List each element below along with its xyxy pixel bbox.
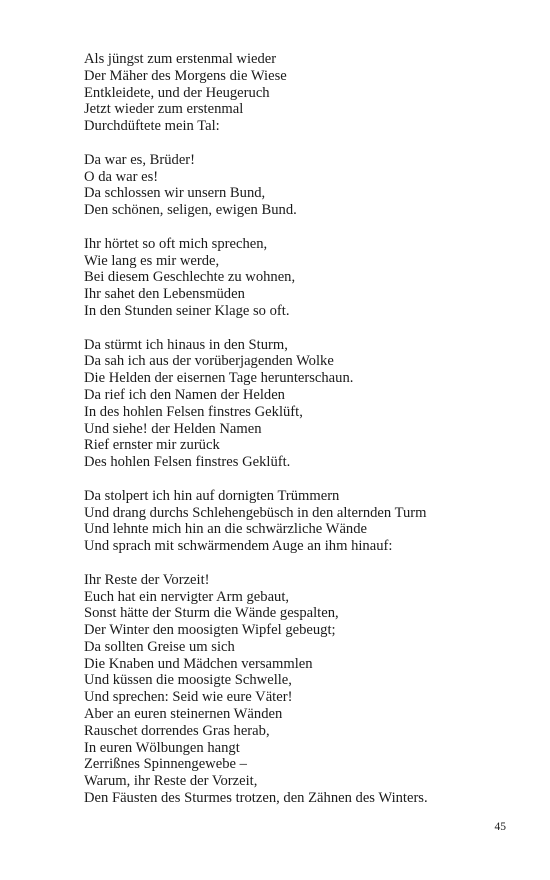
- poem-line: Und küssen die moosigte Schwelle,: [84, 672, 292, 689]
- poem-line: Als jüngst zum erstenmal wieder: [84, 51, 277, 67]
- poem-line: Da sah ich aus der vorüberjagenden Wolke: [84, 353, 334, 370]
- poem-line: Die Helden der eisernen Tage herunterschaun.: [84, 370, 354, 387]
- poem-line: Bei diesem Geschlechte zu wohnen,: [84, 269, 296, 286]
- poem-text: [84, 51, 524, 824]
- poem-line: Und sprechen: Seid wie eure Väter!: [84, 689, 293, 706]
- poem-line: Sonst hätte der Sturm die Wände gespalten,: [84, 605, 339, 622]
- poem-line: Durchdüftete mein Tal:: [84, 118, 220, 135]
- poem-line: Da stolpert ich hin auf dornigten Trümmern: [84, 487, 340, 504]
- poem-line: Euch hat ein nervigter Arm gebaut,: [84, 588, 290, 605]
- poem-line: Den Fäusten des Sturmes trotzen, den Zähnen des Winters.: [84, 790, 428, 807]
- stanza-6: [84, 572, 524, 807]
- stanza-2: [84, 152, 524, 219]
- poem-line: Entkleidete, und der Heugeruch: [84, 84, 270, 101]
- poem-line: Der Mäher des Morgens die Wiese: [84, 67, 287, 84]
- poem-line: Wie lang es mir werde,: [84, 252, 220, 269]
- poem-line: Und siehe! der Helden Namen: [84, 420, 262, 437]
- poem-line: O da war es!: [84, 168, 159, 185]
- poem-line: In euren Wölbungen hangt: [84, 739, 240, 756]
- poem-line: Da war es, Brüder!: [84, 151, 196, 168]
- poem-line: Zerrißnes Spinnengewebe –: [84, 756, 247, 773]
- poem-line: Rief ernster mir zurück: [84, 437, 220, 454]
- stanza-3: [84, 236, 524, 320]
- poem-line: Jetzt wieder zum erstenmal: [84, 101, 244, 118]
- poem-line: In den Stunden seiner Klage so oft.: [84, 302, 290, 319]
- poem-line: Den schönen, seligen, ewigen Bund.: [84, 202, 297, 219]
- poem-line: Und sprach mit schwärmendem Auge an ihm hinauf:: [84, 538, 393, 555]
- poem-line: Da schlossen wir unsern Bund,: [84, 185, 266, 202]
- poem-line: In des hohlen Felsen finstres Geklüft,: [84, 403, 303, 420]
- page-number: 45: [494, 821, 506, 833]
- stanza-1: [84, 51, 524, 135]
- poem-line: Der Winter den moosigten Wipfel gebeugt;: [84, 622, 336, 639]
- poem-line: Des hohlen Felsen finstres Geklüft.: [84, 454, 291, 471]
- poem-line: Ihr hörtet so oft mich sprechen,: [84, 235, 268, 252]
- stanza-5: [84, 488, 524, 555]
- poem-line: Da stürmt ich hinaus in den Sturm,: [84, 336, 288, 353]
- poem-line: Die Knaben und Mädchen versammlen: [84, 655, 313, 672]
- poem-line: Und drang durchs Schlehengebüsch in den alternden Turm: [84, 504, 427, 521]
- poem-line: Rauschet dorrendes Gras herab,: [84, 722, 270, 739]
- poem-line: Warum, ihr Reste der Vorzeit,: [84, 773, 258, 790]
- poem-line: Aber an euren steinernen Wänden: [84, 706, 283, 723]
- poem-line: Da sollten Greise um sich: [84, 638, 235, 655]
- poem-line: Ihr sahet den Lebensmüden: [84, 286, 245, 303]
- poem-line: Da rief ich den Namen der Helden: [84, 386, 285, 403]
- poem-line: Und lehnte mich hin an die schwärzliche Wände: [84, 521, 367, 538]
- stanza-4: [84, 337, 524, 471]
- poem-line: Ihr Reste der Vorzeit!: [84, 571, 210, 588]
